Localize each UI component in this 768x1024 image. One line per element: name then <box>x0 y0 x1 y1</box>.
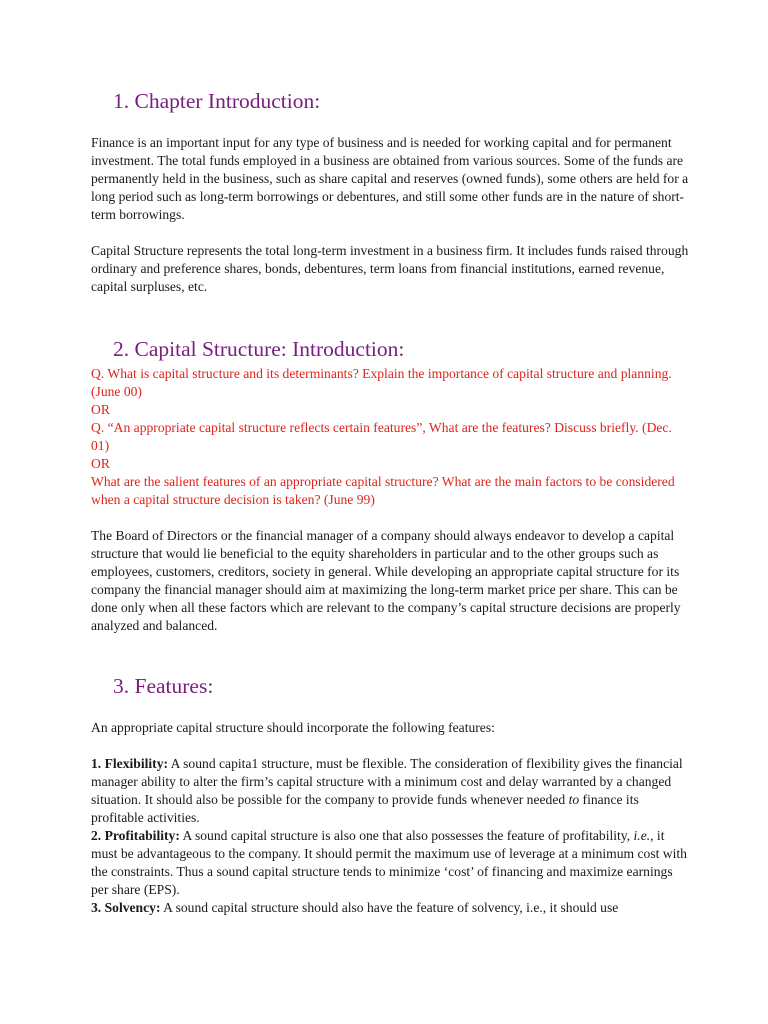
section-1-heading: 1. Chapter Introduction: <box>113 89 321 113</box>
feature-flexibility-italic: to <box>568 792 580 807</box>
feature-profitability-text-b: it must be advantageous to the company. It should permit the maximum use of leverage at a minimum cost with the constraints. Thus a sound capital structure tends to minimize ‘cost’ of financing and maximize earnings per share (EPS). <box>91 828 687 897</box>
feature-solvency-title: 3. Solvency: <box>91 900 161 915</box>
document-content <box>91 88 691 917</box>
feature-solvency <box>91 899 691 917</box>
section-2-heading: 2. Capital Structure: Introduction: <box>113 337 405 361</box>
feature-profitability-italic: i.e., <box>633 828 654 843</box>
feature-profitability <box>91 827 691 899</box>
feature-profitability-text-a: A sound capital structure is also one that also possesses the feature of profitability, <box>179 828 634 843</box>
or-separator-2: OR <box>91 456 110 471</box>
feature-profitability-title: 2. Profitability: <box>91 828 180 843</box>
feature-flexibility-title: 1. Flexibility: <box>91 756 169 771</box>
section-2-paragraph: The Board of Directors or the financial manager of a company should always endeavor to develop a capital structure that would lie beneficial to the equity shareholders in particular and to the other groups such as employees, customers, creditors, society in general. While developing an appropriate capital structure for its company the financial manager should aim at maximizing the long-term market price per share. This can be done only when all these factors which are relevant to the company’s capital structure decisions are properly analyzed and balanced. <box>91 528 681 633</box>
feature-solvency-text: A sound capital structure should also have the feature of solvency, i.e., it should use <box>160 900 619 915</box>
section-1-paragraph-1: Finance is an important input for any type of business and is needed for working capital and for permanent investment. The total funds employed in a business are obtained from various sources. Some of the funds are permanently held in the business, such as share capital and reserves (owned funds), some others are held for a long period such as long-term borrowings or debentures, and still some other funds are in the nature of short-term borrowings. <box>91 135 689 222</box>
exam-question-1: Q. What is capital structure and its determinants? Explain the importance of capital structure and planning. (June 00) <box>91 366 672 399</box>
feature-flexibility <box>91 755 691 827</box>
feature-flexibility-text-b: finance its profitable activities. <box>91 792 639 825</box>
feature-flexibility-text-a: A sound capita1 structure, must be flexible. The consideration of flexibility gives the financial manager ability to alter the firm’s capital structure with a minimum cost and delay warranted by a changed situation. It should also be possible for the company to provide funds whenever needed <box>91 756 683 807</box>
exam-question-3: What are the salient features of an appropriate capital structure? What are the main factors to be considered when a capital structure decision is taken? (June 99) <box>91 474 675 507</box>
exam-question-2: Q. “An appropriate capital structure reflects certain features”, What are the features? Discuss briefly. (Dec. 01) <box>91 420 672 453</box>
section-1-paragraph-2: Capital Structure represents the total long-term investment in a business firm. It includes funds raised through ordinary and preference shares, bonds, debentures, term loans from financial institutions, earned revenue, capital surpluses, etc. <box>91 243 689 294</box>
section-3-heading: 3. Features: <box>113 674 214 698</box>
or-separator-1: OR <box>91 402 110 417</box>
section-3-intro: An appropriate capital structure should incorporate the following features: <box>91 720 495 735</box>
